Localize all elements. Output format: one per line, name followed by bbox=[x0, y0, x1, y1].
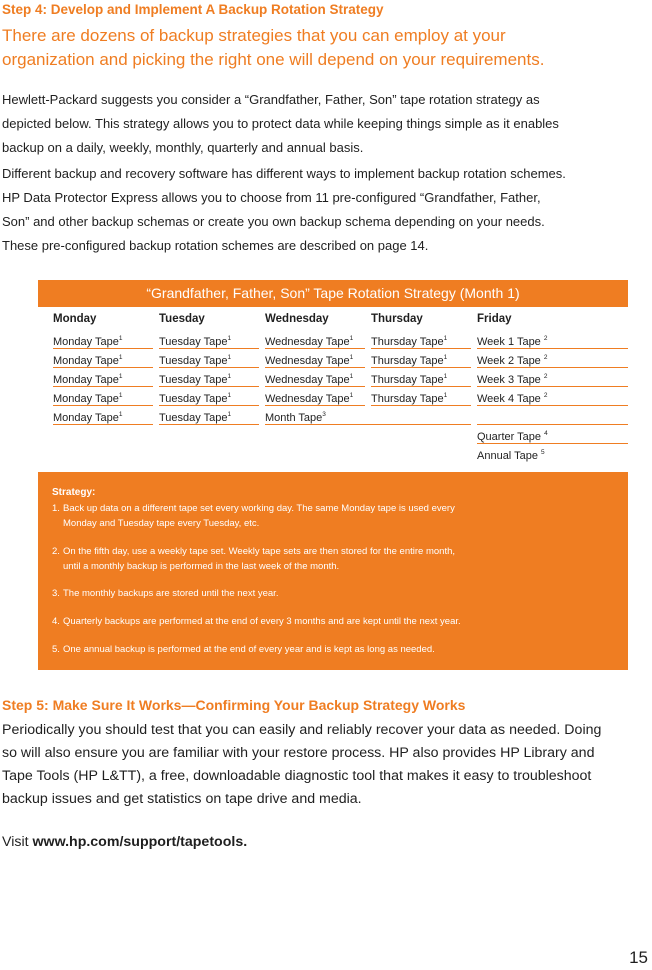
step4-intro bbox=[2, 24, 642, 72]
cell-text: Month Tape bbox=[265, 412, 323, 424]
paragraph-line: backup on a daily, weekly, monthly, quarterly and annual basis. bbox=[2, 140, 364, 155]
visit-label: Visit bbox=[2, 834, 33, 850]
superscript: 1 bbox=[227, 335, 232, 342]
superscript: 1 bbox=[118, 354, 123, 361]
table-cell bbox=[371, 368, 471, 387]
cell-text: Wednesday Tape bbox=[265, 393, 350, 405]
cell-text: Week 3 Tape bbox=[477, 374, 541, 386]
table-cell bbox=[477, 406, 628, 425]
paragraph-line: These pre-configured backup rotation schemes are described on page 14. bbox=[2, 238, 429, 253]
strategy-item-text: One annual backup is performed at the end of every year and is kept as long as needed. bbox=[63, 644, 435, 655]
table-cell bbox=[159, 330, 259, 349]
superscript: 1 bbox=[227, 354, 232, 361]
superscript: 2 bbox=[543, 335, 548, 342]
page-number: 15 bbox=[629, 948, 648, 967]
strategy-item-text: Quarterly backups are performed at the end of every 3 months and are kept until the next year. bbox=[63, 616, 461, 627]
tapetools-link[interactable]: www.hp.com/support/tapetools. bbox=[32, 834, 248, 850]
superscript: 1 bbox=[227, 392, 232, 399]
superscript: 4 bbox=[544, 430, 548, 437]
table-cell bbox=[265, 406, 471, 425]
cell-text: Thursday Tape bbox=[371, 336, 444, 348]
cell-text: Thursday Tape bbox=[371, 355, 444, 367]
step4-heading: Step 4: Develop and Implement A Backup Rotation Strategy bbox=[2, 2, 384, 17]
header-monday: Monday bbox=[53, 313, 97, 325]
table-cell bbox=[53, 406, 153, 425]
table-cell bbox=[477, 387, 628, 406]
paragraph-line: backup issues and get statistics on tape drive and media. bbox=[2, 791, 362, 807]
superscript: 2 bbox=[543, 354, 548, 361]
rotation-table bbox=[38, 280, 628, 462]
step5-paragraph bbox=[2, 719, 642, 811]
strategy-item bbox=[52, 586, 612, 601]
header-wednesday: Wednesday bbox=[265, 313, 329, 325]
strategy-item-number: 3. bbox=[52, 588, 60, 599]
cell-text: Annual Tape bbox=[477, 450, 538, 462]
superscript: 1 bbox=[349, 335, 354, 342]
paragraph-line: Son” and other backup schemas or create you own backup schema depending on your needs. bbox=[2, 214, 545, 229]
strategy-item-text: until a monthly backup is performed in the last week of the month. bbox=[63, 561, 340, 572]
cell-text: Week 2 Tape bbox=[477, 355, 541, 367]
strategy-item-number: 1. bbox=[52, 503, 60, 514]
header-tuesday: Tuesday bbox=[159, 313, 205, 325]
strategy-item bbox=[52, 544, 612, 574]
table-cell bbox=[159, 387, 259, 406]
paragraph-line: so will also ensure you are familiar with your restore process. HP also provides HP Library and bbox=[2, 745, 595, 761]
table-cell bbox=[53, 349, 153, 368]
strategy-item-number: 5. bbox=[52, 644, 60, 655]
strategy-title: Strategy: bbox=[52, 487, 96, 498]
cell-text: Wednesday Tape bbox=[265, 336, 350, 348]
table-cell bbox=[53, 330, 153, 349]
paragraph-line: HP Data Protector Express allows you to choose from 11 pre-configured “Grandfather, Father, bbox=[2, 190, 541, 205]
table-cell bbox=[159, 406, 259, 425]
table-cell bbox=[265, 330, 365, 349]
cell-text: Week 4 Tape bbox=[477, 393, 541, 405]
strategy-item-number: 2. bbox=[52, 546, 60, 557]
superscript: 5 bbox=[541, 449, 545, 456]
step4-paragraph-2 bbox=[2, 162, 642, 258]
cell-text: Monday Tape bbox=[53, 355, 119, 367]
table-cell bbox=[53, 387, 153, 406]
table-cell bbox=[53, 368, 153, 387]
cell-text: Tuesday Tape bbox=[159, 412, 228, 424]
paragraph-line: depicted below. This strategy allows you to protect data while keeping things simple as it enables bbox=[2, 116, 559, 131]
cell-text: Quarter Tape bbox=[477, 431, 542, 443]
step5-heading: Step 5: Make Sure It Works—Confirming Your Backup Strategy Works bbox=[2, 697, 466, 713]
step4-paragraph-1 bbox=[2, 88, 642, 160]
table-cell bbox=[371, 330, 471, 349]
cell-text: Week 1 Tape bbox=[477, 336, 541, 348]
superscript: 1 bbox=[118, 373, 123, 380]
strategy-item-text: The monthly backups are stored until the next year. bbox=[63, 588, 279, 599]
cell-text: Tuesday Tape bbox=[159, 336, 228, 348]
paragraph-line: Hewlett-Packard suggests you consider a “Grandfather, Father, Son” tape rotation strategy as bbox=[2, 92, 540, 107]
cell-text: Monday Tape bbox=[53, 374, 119, 386]
table-cell bbox=[477, 425, 628, 444]
table-grid bbox=[38, 307, 628, 462]
table-cell bbox=[477, 330, 628, 349]
cell-text: Monday Tape bbox=[53, 393, 119, 405]
superscript: 1 bbox=[118, 411, 123, 418]
superscript: 1 bbox=[349, 392, 354, 399]
cell-text: Monday Tape bbox=[53, 336, 119, 348]
superscript: 2 bbox=[543, 373, 548, 380]
cell-text: Monday Tape bbox=[53, 412, 119, 424]
strategy-item-text: Back up data on a different tape set every working day. The same Monday tape is used every bbox=[63, 503, 455, 514]
intro-line: There are dozens of backup strategies that you can employ at your bbox=[2, 26, 506, 45]
table-cell bbox=[477, 349, 628, 368]
header-thursday: Thursday bbox=[371, 313, 423, 325]
superscript: 1 bbox=[443, 373, 448, 380]
cell-text: Wednesday Tape bbox=[265, 355, 350, 367]
cell-text: Thursday Tape bbox=[371, 393, 444, 405]
table-title: “Grandfather, Father, Son” Tape Rotation Strategy (Month 1) bbox=[38, 280, 628, 307]
header-friday: Friday bbox=[477, 313, 512, 325]
table-cell bbox=[265, 387, 365, 406]
cell-text: Tuesday Tape bbox=[159, 374, 228, 386]
paragraph-line: Different backup and recovery software has different ways to implement backup rotation schemes. bbox=[2, 166, 566, 181]
cell-text: Wednesday Tape bbox=[265, 374, 350, 386]
table-cell bbox=[477, 368, 628, 387]
table-cell bbox=[371, 349, 471, 368]
strategy-item-text: Monday and Tuesday tape every Tuesday, etc. bbox=[63, 518, 260, 529]
superscript: 1 bbox=[443, 335, 448, 342]
table-cell bbox=[159, 349, 259, 368]
cell-text: Thursday Tape bbox=[371, 374, 444, 386]
strategy-item-number: 4. bbox=[52, 616, 60, 627]
superscript: 2 bbox=[543, 392, 548, 399]
superscript: 3 bbox=[322, 411, 326, 418]
superscript: 1 bbox=[349, 373, 354, 380]
superscript: 1 bbox=[118, 392, 123, 399]
cell-text: Tuesday Tape bbox=[159, 393, 228, 405]
superscript: 1 bbox=[118, 335, 123, 342]
table-cell bbox=[265, 368, 365, 387]
paragraph-line: Tape Tools (HP L&TT), a free, downloadable diagnostic tool that makes it easy to troubleshoot bbox=[2, 768, 592, 784]
strategy-item bbox=[52, 642, 612, 657]
table-cell bbox=[371, 387, 471, 406]
table-cell bbox=[265, 349, 365, 368]
strategy-item-text: On the fifth day, use a weekly tape set. Weekly tape sets are then stored for the entire month, bbox=[63, 546, 456, 557]
strategy-box bbox=[38, 472, 628, 670]
strategy-item bbox=[52, 614, 612, 629]
superscript: 1 bbox=[349, 354, 354, 361]
cell-text: Tuesday Tape bbox=[159, 355, 228, 367]
superscript: 1 bbox=[227, 411, 232, 418]
strategy-item bbox=[52, 501, 612, 531]
table-cell bbox=[477, 444, 628, 462]
superscript: 1 bbox=[227, 373, 232, 380]
intro-line: organization and picking the right one will depend on your requirements. bbox=[2, 50, 545, 69]
superscript: 1 bbox=[443, 354, 448, 361]
paragraph-line: Periodically you should test that you can easily and reliably recover your data as needed. Doing bbox=[2, 722, 602, 738]
table-cell bbox=[159, 368, 259, 387]
superscript: 1 bbox=[443, 392, 448, 399]
visit-line bbox=[2, 831, 642, 854]
